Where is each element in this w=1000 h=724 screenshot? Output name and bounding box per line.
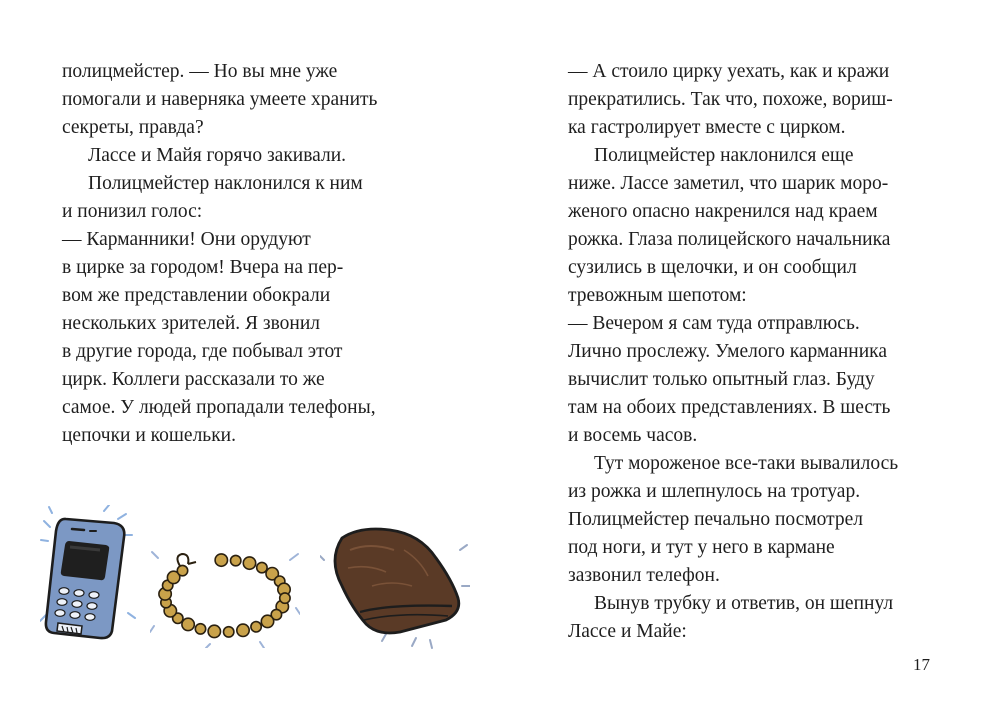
- text-line: Вынув трубку и ответив, он шепнул: [594, 593, 894, 614]
- text-line: ниже. Лассе заметил, что шарик моро-: [568, 173, 889, 194]
- right-text-column: [568, 58, 898, 646]
- text-line: вом же представлении обокрали: [62, 285, 331, 306]
- text-line: секреты, правда?: [62, 117, 204, 138]
- text-line: — А стоило цирку уехать, как и кражи: [568, 61, 890, 82]
- text-line: цепочки и кошельки.: [62, 425, 236, 446]
- wallet-icon: [320, 520, 470, 655]
- text-line: полицмейстер. — Но вы мне уже: [62, 61, 338, 82]
- text-line: женого опасно накренился над краем: [568, 201, 878, 222]
- text-line: ка гастролирует вместе с цирком.: [568, 117, 846, 138]
- text-line: из рожка и шлепнулось на тротуар.: [568, 481, 861, 502]
- text-line: Лично прослежу. Умелого карманника: [568, 341, 888, 362]
- text-line: цирк. Коллеги рассказали то же: [62, 369, 325, 390]
- text-line: — Вечером я сам туда отправлюсь.: [568, 313, 860, 334]
- text-line: Полицмейстер наклонился к ним: [88, 173, 363, 194]
- right-page: [500, 0, 1000, 724]
- text-line: Тут мороженое все-таки вывалилось: [594, 453, 899, 474]
- text-line: прекратились. Так что, похоже, вориш-: [568, 89, 893, 110]
- text-line: нескольких зрителей. Я звонил: [62, 313, 321, 334]
- text-line: самое. У людей пропадали телефоны,: [62, 397, 376, 418]
- text-line: Полицмейстер наклонился еще: [594, 145, 854, 166]
- text-line: вычислит только опытный глаз. Буду: [568, 369, 875, 390]
- text-line: Лассе и Майя горячо закивали.: [88, 145, 347, 166]
- text-line: помогали и наверняка умеете хранить: [62, 89, 378, 110]
- text-line: Лассе и Майе:: [568, 621, 687, 642]
- text-line: рожка. Глаза полицейского начальника: [568, 229, 891, 250]
- text-line: тревожным шепотом:: [568, 285, 747, 306]
- text-line: Полицмейстер печально посмотрел: [568, 509, 864, 530]
- text-line: и понизил голос:: [62, 201, 203, 222]
- text-line: — Карманники! Они орудуют: [62, 229, 311, 250]
- text-line: в другие города, где побывал этот: [62, 341, 343, 362]
- text-line: сузились в щелочки, и он сообщил: [568, 257, 857, 278]
- text-line: в цирке за городом! Вчера на пер-: [62, 257, 344, 278]
- page-number: 17: [913, 655, 930, 674]
- text-line: и восемь часов.: [568, 425, 698, 446]
- text-line: там на обоих представлениях. В шесть: [568, 397, 891, 418]
- left-text-column: [62, 58, 377, 450]
- mobile-phone-icon: [40, 505, 140, 645]
- bead-bracelet-icon: [150, 538, 300, 648]
- text-line: зазвонил телефон.: [568, 565, 720, 586]
- text-line: под ноги, и тут у него в кармане: [568, 537, 835, 558]
